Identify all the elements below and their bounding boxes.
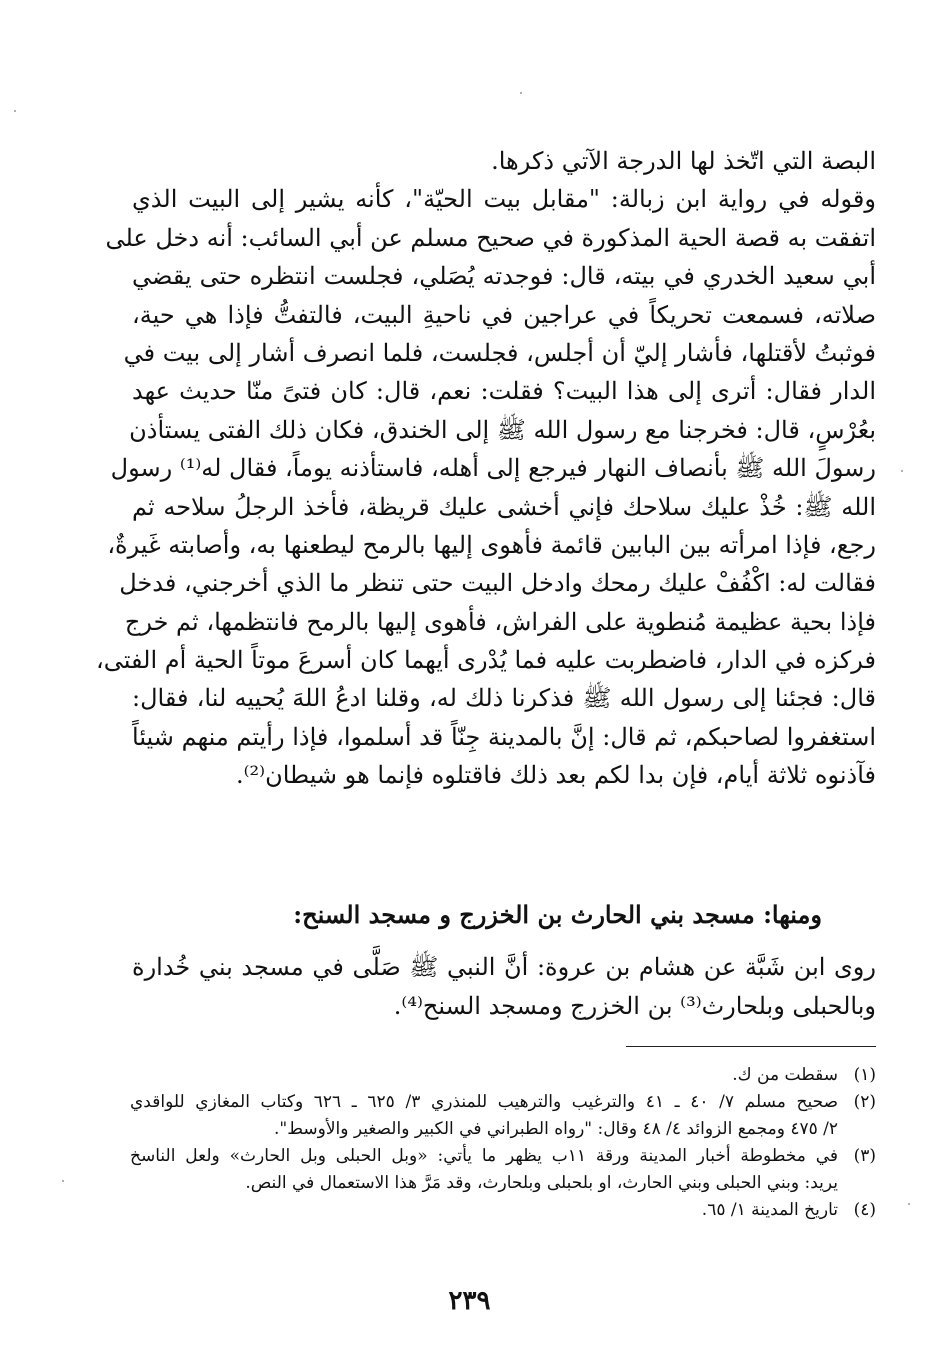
footnote <box>130 1197 876 1224</box>
footnote-number: (٢) <box>853 1092 876 1112</box>
footnote-text <box>130 1089 838 1143</box>
scan-speck <box>520 92 522 94</box>
footnote-text <box>130 1062 838 1089</box>
text-line: صلاته، فسمعت تحريكاً في عراجين في ناحيةِ البيت، فالتفتُّ فإذا هي حية، <box>132 300 876 329</box>
text-line: أبي سعيد الخدري في بيته، قال: فوجدته يُصَلي، فجلست انتظره حتى يقضي <box>132 262 876 291</box>
main-paragraph <box>96 142 876 795</box>
footnote-text <box>130 1143 838 1197</box>
footnote <box>130 1143 876 1197</box>
footnote-line: صحيح مسلم ٧/ ٤٠ ـ ٤١ والترغيب والترهيب للمنذري ٣/ ٦٢٥ ـ ٦٢٦ وكتاب المغازي للواقدي <box>130 1092 838 1112</box>
text-line: قال: فجئنا إلى رسول الله ﷺ فذكرنا ذلك له، وقلنا ادعُ اللهَ يُحييه لنا، فقال: <box>132 684 876 713</box>
text-line: رجع، فإذا امرأته بين البابين قائمة فأهوى إليها بالرمح ليطعنها به، وأصابته غَيرةٌ، <box>107 530 876 559</box>
section-heading: ومنها: مسجد بني الحارث بن الخزرج و مسجد السنح: <box>293 900 822 929</box>
footnote <box>130 1089 876 1143</box>
footnote-number: (٤) <box>853 1200 876 1220</box>
section-paragraph <box>132 948 876 1026</box>
footnote-line: سقطت من ك. <box>732 1065 838 1085</box>
scan-speck <box>901 470 903 472</box>
footnote-line: في مخطوطة أخبار المدينة ورقة ١١ب يظهر ما يأتي: «وبل الحبلى وبل الحارث» ولعل الناسخ <box>130 1146 838 1166</box>
scan-speck <box>908 1203 910 1205</box>
footnote-line: تاريخ المدينة ١/ ٦٥. <box>701 1200 838 1220</box>
text-line: فآذنوه ثلاثة أيام، فإن بدا لكم بعد ذلك فاقتلوه فإنما هو شيطان⁽²⁾. <box>236 761 876 790</box>
text-line: فركزه في الدار، فاضطربت عليه فما يُدْرى أيهما كان أسرعَ موتاً الحية أم الفتى، <box>96 646 876 675</box>
footnote-line: ٢/ ٤٧٥ ومجمع الزوائد ٤/ ٤٨ وقال: "رواه الطبراني في الكبير والصغير والأوسط". <box>274 1119 838 1139</box>
text-line: اتفقت به قصة الحية المذكورة في صحيح مسلم عن أبي السائب: أنه دخل على <box>105 223 876 252</box>
text-line: فوثبتُ لأقتلها، فأشار إليّ أن أجلس، فجلست، فلما انصرف أشار إلى بيت في <box>123 338 876 367</box>
footnote <box>130 1062 876 1089</box>
page-number: ٢٣٩ <box>448 1286 491 1316</box>
footnote-number: (١) <box>853 1065 876 1085</box>
text-line: فقالت له: اكْفُفْ عليك رمحك وادخل البيت حتى تنظر ما الذي أخرجني، فدخل <box>119 569 876 598</box>
text-line: رسولَ الله ﷺ بأنصاف النهار فيرجع إلى أهله، فاستأذنه يوماً، فقال له⁽¹⁾ رسول <box>110 454 876 483</box>
text-line: فإذا بحية عظيمة مُنطوية على الفراش، فأهوى إليها بالرمح فانتظمها، ثم خرج <box>124 607 876 636</box>
text-line: الله ﷺ: خُذْ عليك سلاحك فإني أخشى عليك قريظة، فأخذ الرجلُ سلاحه ثم <box>132 492 876 521</box>
text-line: وبالحبلى وبلحارث⁽³⁾ بن الخزرج ومسجد السنح⁽⁴⁾. <box>393 992 876 1020</box>
scan-speck <box>14 110 16 112</box>
footnotes <box>130 1062 876 1224</box>
footnote-number: (٣) <box>853 1146 876 1166</box>
text-line: وقوله في رواية ابن زبالة: "مقابل بيت الحيّة"، كأنه يشير إلى البيت الذي <box>132 185 876 214</box>
text-line: البصة التي اتّخذ لها الدرجة الآتي ذكرها. <box>491 147 876 175</box>
footnote-text <box>130 1197 838 1224</box>
footnote-line: يريد: وبني الحبلى وبني الحارث، او بلحبلى وبلحارث، وقد مَرَّ هذا الاستعمال في النص. <box>245 1173 838 1193</box>
scan-speck <box>62 1180 64 1182</box>
footnote-divider <box>626 1046 876 1047</box>
text-line: الدار فقال: أترى إلى هذا البيت؟ فقلت: نعم، قال: كان فتىً منّا حديث عهد <box>132 377 876 406</box>
text-line: روى ابن شَبَّة عن هشام بن عروة: أنَّ النبي ﷺ صَلَّى في مسجد بني خُدارة <box>132 953 876 981</box>
text-line: بعُرْسٍ، قال: فخرجنا مع رسول الله ﷺ إلى الخندق، فكان ذلك الفتى يستأذن <box>129 415 876 444</box>
text-line: استغفروا لصاحبكم، ثم قال: إنَّ بالمدينة جِنّاً قد أسلموا، فإذا رأيتم منهم شيئاً <box>132 722 876 751</box>
